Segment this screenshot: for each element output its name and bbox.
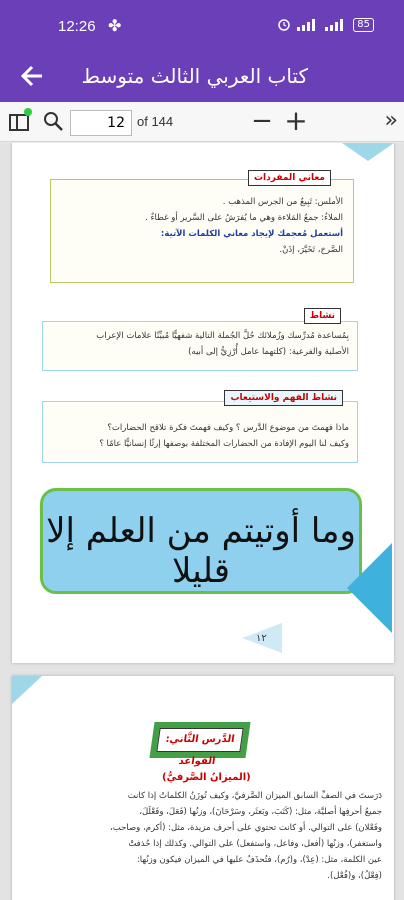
subhead: (الميزانُ الصَّرفيُّ) xyxy=(162,772,251,783)
text-line: واستغفر)، وزنُها (أفعل، وفاعل، واستفعل) على التوالي. وكذلك إذا حُذفتْ xyxy=(128,839,382,849)
arrow-back-icon xyxy=(18,62,46,90)
box-tag: نشاط الفهم والاستيعاب xyxy=(224,390,343,406)
pdf-page xyxy=(12,143,394,663)
decoration-shape xyxy=(342,543,392,633)
decoration-shape xyxy=(12,676,44,706)
text-line: وفَعْلان) على التوالي. أو كانت تحتوي على أحرف مزيدة، مثل: (أكرم، وصاحب، xyxy=(110,823,382,833)
lesson-title: الدَّرس الثَّاني: القواعد xyxy=(156,728,243,752)
text-line: الأملس: تَبِيعُ من الجرس المذهب . xyxy=(222,197,343,207)
status-time: 12:26 xyxy=(58,18,96,35)
box-text xyxy=(45,328,349,360)
box-tag: معاني المفردات xyxy=(248,170,331,186)
text-line: ماذا فهمتَ من موضوع الدَّرس ؟ وكيف فهمتَ فكرة تلاقح الحضارات؟ xyxy=(107,423,349,433)
document-viewer[interactable] xyxy=(0,143,404,900)
back-button[interactable] xyxy=(18,62,50,94)
search-icon[interactable] xyxy=(42,110,64,132)
decoration-shape xyxy=(342,143,394,163)
status-icons xyxy=(277,18,374,32)
quote-banner xyxy=(40,488,362,594)
box-tag: نشاط xyxy=(304,308,341,324)
text-line: عين الكلمة، مثل: (عِدْ)، و(رُم)، فتُحذَفُ عليها في الميزان فيكون وزنُها: xyxy=(136,855,382,865)
pdf-page xyxy=(12,676,394,900)
vocabulary-box xyxy=(50,173,354,283)
quote-text: وما أوتيتم من العلم إلا قليلا xyxy=(46,511,356,591)
page-count: of 144 xyxy=(137,114,174,129)
box-text xyxy=(45,420,349,452)
more-options-icon[interactable]: » xyxy=(384,108,398,133)
text-line: الأصلية والفرعية: (كلتهما عامل أُرْزِيُّ إلى أبيه) xyxy=(188,347,349,357)
comprehension-box xyxy=(42,393,358,463)
lesson-text xyxy=(26,788,382,884)
text-line: أستعمل مُعجمك لإيجاد معاني الكلمات الآتية: xyxy=(160,229,343,239)
battery-icon: 85 xyxy=(353,18,374,32)
text-line: الملاءُ: جمعُ المَلاءة وهي ما يُفرَشُ على السَّرير أو غطاءٌ . xyxy=(145,213,343,223)
text-line: وكيف لنا اليوم الإفادة من الحضارات المختلفة بوصفها إرثًا إنسانيًّا عامًا ؟ xyxy=(99,439,349,449)
app-title: كتاب العربي الثالث متوسط xyxy=(81,64,308,88)
signal-icon xyxy=(297,19,319,31)
text-line: جميعُ أحرفِها أصليَّة، مثل: (كَتَبَ، وبَعثَر، وسَرْحَانَ)، وزنُها (فَعَلَ، وفَعْلَلَ، xyxy=(139,807,382,817)
page-number: ١٢ xyxy=(256,633,267,644)
zoom-in-button[interactable]: + xyxy=(284,104,308,137)
text-line: (فِعْلُ)، و(فُعْل). xyxy=(327,871,382,881)
status-bar xyxy=(0,0,404,54)
activity-box xyxy=(42,311,358,371)
box-text xyxy=(53,194,343,258)
text-line: بِمُساعدة مُدرِّسك وزُملائك حُلَّ الجُملة التالية شفهيًّا مُبيِّنًا علامات الإعراب xyxy=(96,331,349,341)
fan-icon: ✤ xyxy=(108,16,122,35)
page-number-input[interactable]: 12 xyxy=(70,110,132,136)
pdf-toolbar xyxy=(0,102,404,142)
text-line: الصَّرخ، تَخَيَّرَ، إذَنْ. xyxy=(279,245,343,255)
text-line: دَرَستَ في الصفِّ السابق الميزان الصَّرفيَّ، وكيف تُوزَنُ الكلماتُ إذا كانت xyxy=(127,791,382,801)
lesson-tag xyxy=(149,722,250,767)
zoom-out-button[interactable]: − xyxy=(251,106,273,136)
app-bar xyxy=(0,54,404,102)
signal-2-icon xyxy=(325,19,347,31)
notification-dot xyxy=(24,108,32,116)
alarm-icon xyxy=(277,18,291,32)
